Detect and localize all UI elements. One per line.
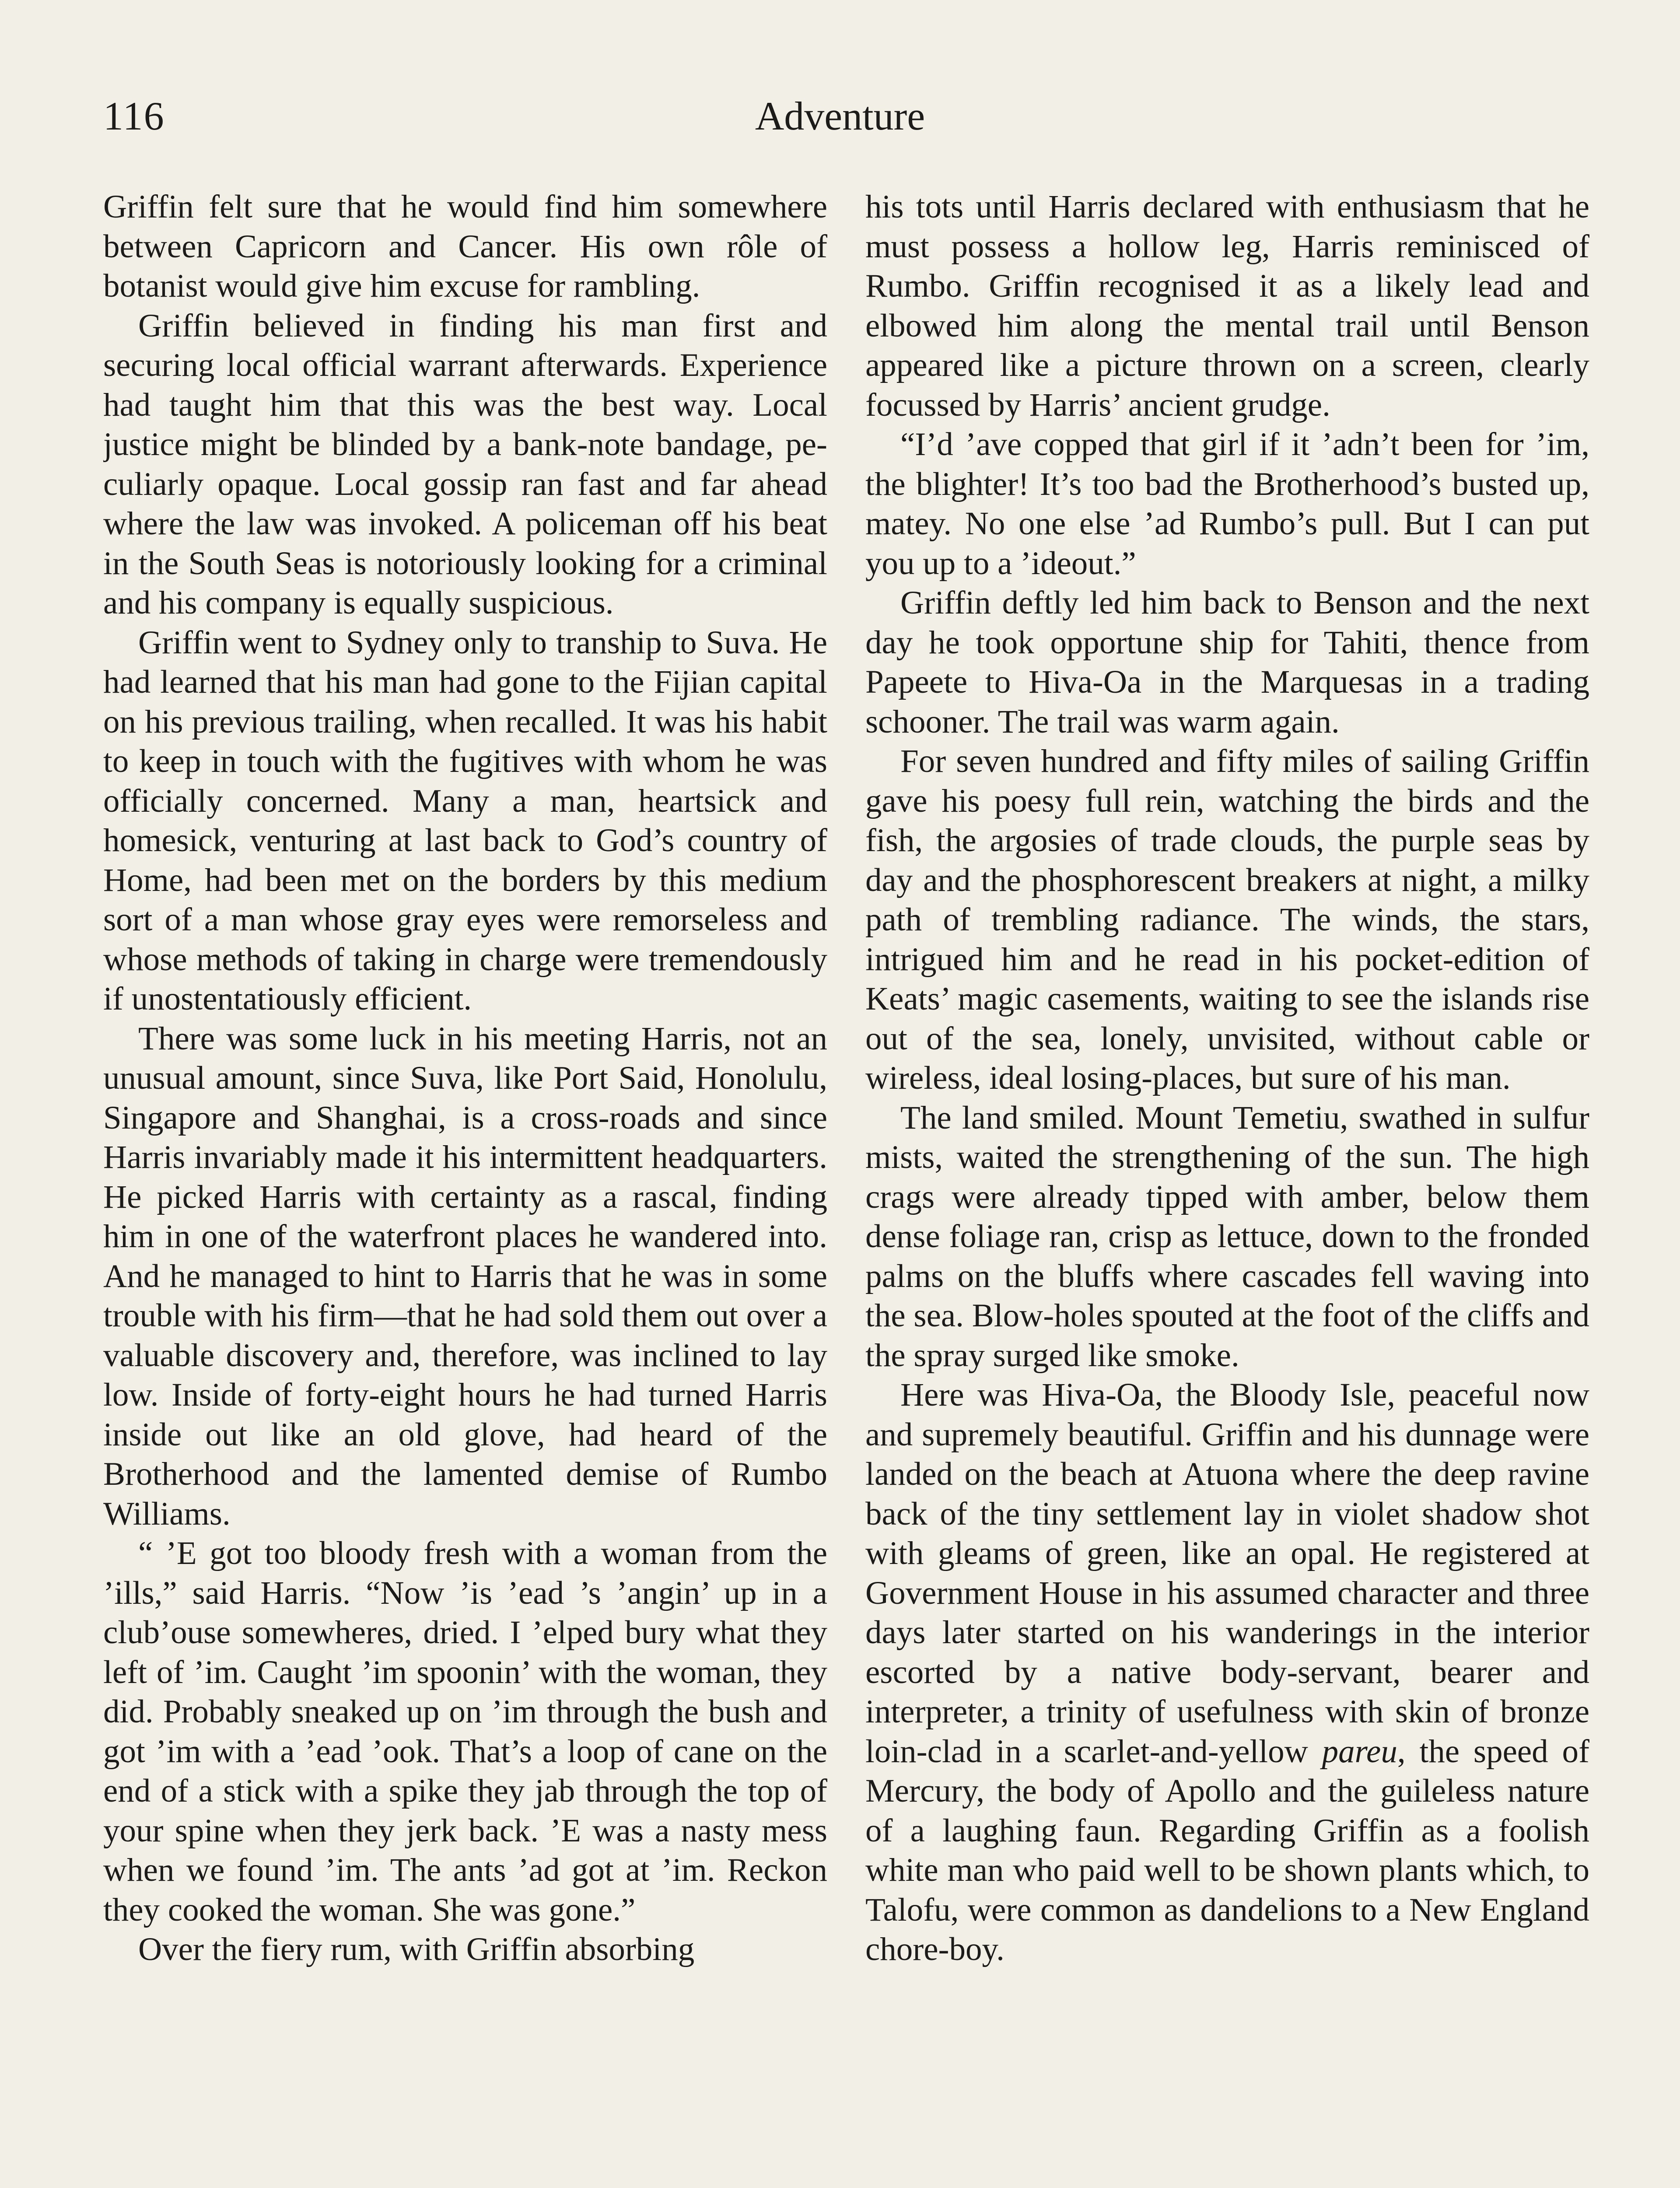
paragraph: The land smiled. Mount Temetiu, swathed in sulfur mists, waited the strengthening of the sun. The high crags were already tipped with amber, below them dense foliage ran, crisp as lettuce, down to the fronded palms on the bluffs where cascades fell waving into the sea. Blow-holes spouted at the foot of the cliffs and the spray surged like smoke.: [865, 1099, 1589, 1374]
italic-term: pareu: [1322, 1733, 1397, 1770]
paragraph-text: Here was Hiva-Oa, the Bloody Isle, peaceful now and supremely beautiful. Griffin and his dunnage were landed on the beach at Atuona where the deep ravine back of the tiny settlement lay in violet shadow shot with gleams of green, like an opal. He registered at Government House in his assumed character and three days later started on his wanderings in the interior escorted by a native body-servant, bearer and interpreter, a trinity of usefulness with skin of bronze loin-clad in a scarlet-and-yellow: [865, 1377, 1589, 1770]
page-number: 116: [103, 94, 165, 138]
text-column-left: [103, 187, 827, 2188]
paragraph: Griffin deftly led him back to Benson and the next day he took opportune ship for Tahiti, thence from Papeete to Hiva-Oa in the Marquesas in a trading schooner. The trail was warm again.: [865, 585, 1589, 740]
paragraph: [865, 1375, 1589, 1970]
paragraph: Over the fiery rum, with Griffin absorbing: [138, 1931, 695, 1967]
running-head-title: Adventure: [755, 94, 925, 138]
paragraph: Griffin went to Sydney only to tranship to Suva. He had learned that his man had gone to the Fijian capital on his previous trailing, when recalled. It was his habit to keep in touch with the fugitives with whom he was officially concerned. Many a man, heartsick and homesick, venturing at last back to God’s country of Home, had been met on the borders by this medium sort of a man whose gray eyes were remorseless and whose methods of taking in charge were tremendously if unostentatiously efficient.: [103, 624, 827, 1017]
page-header: [0, 88, 1680, 144]
paragraph: There was some luck in his meeting Harris, not an unusual amount, since Suva, like Port Said, Honolulu, Singapore and Shanghai, is a cross-roads and since Harris invariably made it his intermittent headquarters. He picked Harris with certainty as a rascal, finding him in one of the waterfront places he wandered into. And he managed to hint to Harris that he was in some trouble with his firm—that he had sold them out over a valuable discovery and, therefore, was inclined to lay low. Inside of forty-eight hours he had turned Harris inside out like an old glove, had heard of the Brotherhood and the lamented demise of Rumbo Williams.: [103, 1020, 827, 1532]
paragraph-text: , the speed of Mercury, the body of Apollo and the guileless nature of a laughing faun. Regarding Griffin as a foolish white man who paid well to be shown plants which, to Talofu, were common as dandelions to a New England chore-boy.: [865, 1733, 1589, 1967]
text-column-right: [865, 187, 1589, 2188]
paragraph: Griffin felt sure that he would find him somewhere between Capricorn and Cancer. His own rôle of botanist would give him excuse for rambling.: [103, 189, 827, 304]
paragraph: “ ’E got too bloody fresh with a woman from the ’ills,” said Harris. “Now ’is ’ead ’s ’angin’ up in a club’ouse somewheres, dried. I ’elped bury what they left of ’im. Caught ’im spoonin’ with the woman, they did. Probably sneaked up on ’im through the bush and got ’im with a ’ead ’ook. That’s a loop of cane on the end of a stick with a spike they jab through the top of your spine when they jerk back. ’E was a nasty mess when we found ’im. The ants ’ad got at ’im. Reckon they cooked the woman. She was gone.”: [103, 1535, 827, 1928]
paragraph: For seven hundred and fifty miles of sailing Griffin gave his poesy full rein, watching the birds and the fish, the argosies of trade clouds, the purple seas by day and the phosphorescent breakers at night, a milky path of trembling radiance. The winds, the stars, intrigued him and he read in his pocket-edition of Keats’ magic casements, waiting to see the islands rise out of the sea, lonely, unvisited, without cable or wireless, ideal losing-places, but sure of his man.: [865, 743, 1589, 1096]
paragraph: “I’d ’ave copped that girl if it ’adn’t been for ’im, the blighter! It’s too bad the Brotherhood’s busted up, matey. No one else ’ad Rumbo’s pull. But I can put you up to a ’ideout.”: [865, 426, 1589, 582]
paragraph-continuation: his tots until Harris declared with enthusiasm that he must possess a hollow leg, Harris reminisced of Rumbo. Griffin recognised it as a likely lead and elbowed him along the mental trail until Benson appeared like a picture thrown on a screen, clearly focussed by Harris’ ancient grudge.: [865, 189, 1589, 423]
paragraph: Griffin believed in finding his man first and securing local official warrant afterwards. Experience had taught him that this was the best way. Local justice might be blinded by a bank-note bandage, peculiarly opaque. Local gossip ran fast and far ahead where the law was invoked. A policeman off his beat in the South Seas is notoriously looking for a criminal and his company is equally suspicious.: [103, 307, 827, 621]
